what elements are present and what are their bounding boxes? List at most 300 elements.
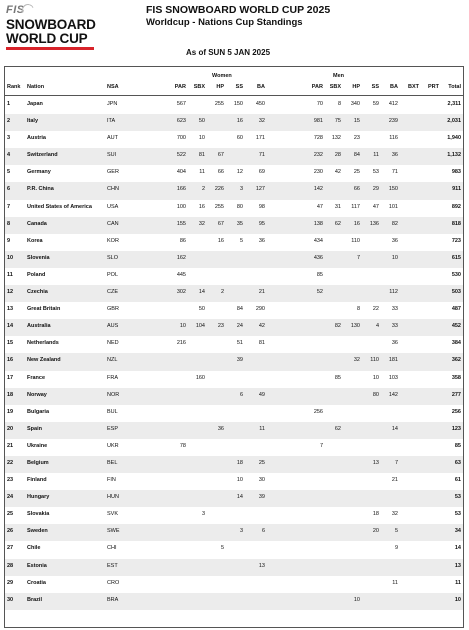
standings-table xyxy=(4,66,464,628)
cell-m-ss: 18 xyxy=(372,511,379,518)
cell-nsa: EST xyxy=(107,562,118,569)
cell-m-ba: 21 xyxy=(391,477,398,484)
cell-rank: 1 xyxy=(7,101,11,107)
cell-m-ss: 53 xyxy=(372,169,379,176)
cell-w-hp: 255 xyxy=(214,203,224,210)
fis-logo-mark xyxy=(6,4,96,18)
cell-m-ss: 136 xyxy=(369,220,379,227)
cell-m-ss: 110 xyxy=(370,357,379,364)
cell-nation: Austria xyxy=(27,135,46,142)
cell-m-sbx: 8 xyxy=(337,101,341,107)
cell-m-par: 47 xyxy=(316,203,323,210)
cell-m-par: 728 xyxy=(313,135,323,142)
cell-w-hp: 226 xyxy=(214,186,224,193)
cell-w-hp: 67 xyxy=(217,152,224,159)
header-divider xyxy=(5,95,463,96)
cell-w-sbx: 32 xyxy=(198,220,205,227)
cell-w-sbx: 2 xyxy=(201,186,205,193)
cell-rank: 14 xyxy=(7,323,14,330)
cell-nation: Ukraine xyxy=(27,442,48,449)
page-title: FIS SNOWBOARD WORLD CUP 2025 xyxy=(146,4,331,16)
cell-nation: Estonia xyxy=(27,562,47,569)
cell-nsa: KOR xyxy=(107,237,119,244)
cell-total: 1,132 xyxy=(447,152,461,159)
cell-w-ba: 42 xyxy=(258,323,265,330)
cell-w-ss: 18 xyxy=(236,459,243,466)
cell-rank: 23 xyxy=(7,477,14,484)
cell-m-par: 142 xyxy=(313,186,323,193)
cell-w-ba: 71 xyxy=(258,152,265,159)
cell-w-hp: 2 xyxy=(220,289,224,296)
cell-m-ba: 36 xyxy=(391,237,398,244)
table-row xyxy=(5,473,463,490)
cell-w-ba: 30 xyxy=(258,477,265,484)
cell-w-sbx: 50 xyxy=(198,306,205,313)
cell-nsa: SWE xyxy=(107,528,120,535)
cell-m-hp: 110 xyxy=(351,237,360,244)
cell-rank: 18 xyxy=(7,391,14,398)
col-header-m-par: PAR xyxy=(311,84,323,90)
cell-m-ba: 10 xyxy=(391,254,398,261)
cell-m-par: 85 xyxy=(316,271,323,278)
table-row xyxy=(5,336,463,353)
cell-w-par: 522 xyxy=(176,152,186,159)
table-row xyxy=(5,97,463,114)
table-row xyxy=(5,559,463,576)
cell-m-sbx: 85 xyxy=(334,374,341,381)
cell-w-sbx: 104 xyxy=(195,323,205,330)
cell-m-par: 232 xyxy=(313,152,323,159)
cell-w-ss: 80 xyxy=(236,203,243,210)
cell-total: 983 xyxy=(451,169,461,176)
cell-total: 34 xyxy=(454,528,461,535)
col-header-w-ba: BA xyxy=(257,84,265,90)
cell-total: 818 xyxy=(451,220,461,227)
cell-m-par: 7 xyxy=(319,442,323,449)
cell-m-par: 138 xyxy=(313,220,323,227)
cell-w-sbx: 16 xyxy=(198,203,205,210)
cell-w-ba: 11 xyxy=(259,425,265,432)
cell-rank: 17 xyxy=(7,374,14,381)
cell-m-ba: 33 xyxy=(391,306,398,313)
cell-m-ss: 10 xyxy=(372,374,379,381)
logo-worldcup-text: WORLD CUP xyxy=(6,31,88,46)
cell-total: 277 xyxy=(451,391,461,398)
cell-nsa: GBR xyxy=(107,306,119,313)
cell-m-par: 436 xyxy=(313,254,323,261)
cell-m-ss: 20 xyxy=(372,528,379,535)
cell-nation: Australia xyxy=(27,323,51,330)
cell-m-hp: 117 xyxy=(351,203,360,210)
cell-m-ba: 5 xyxy=(394,528,398,535)
cell-m-ba: 36 xyxy=(391,152,398,159)
cell-w-ss: 60 xyxy=(236,135,243,142)
table-row xyxy=(5,490,463,507)
col-header-nsa: NSA xyxy=(107,84,119,90)
cell-w-sbx: 14 xyxy=(198,289,205,296)
cell-rank: 12 xyxy=(7,289,14,296)
cell-rank: 28 xyxy=(7,562,14,569)
cell-rank: 11 xyxy=(7,271,13,278)
cell-m-ba: 33 xyxy=(391,323,398,330)
cell-w-ba: 13 xyxy=(258,562,265,569)
table-row xyxy=(5,200,463,217)
cell-nsa: ESP xyxy=(107,425,119,432)
table-row xyxy=(5,507,463,524)
as-of-date: As of SUN 5 JAN 2025 xyxy=(186,48,271,57)
cell-w-par: 10 xyxy=(179,323,186,330)
cell-w-hp: 67 xyxy=(217,220,224,227)
cell-nation: Bulgaria xyxy=(27,408,50,415)
cell-nation: Chile xyxy=(27,545,41,552)
cell-w-hp: 16 xyxy=(217,237,224,244)
cell-w-ba: 290 xyxy=(255,306,265,313)
cell-rank: 27 xyxy=(7,545,14,552)
cell-w-hp: 5 xyxy=(220,545,224,552)
cell-w-ss: 3 xyxy=(239,528,243,535)
cell-m-ss: 11 xyxy=(373,152,379,159)
cell-nsa: CRO xyxy=(107,579,120,586)
cell-m-ba: 142 xyxy=(388,391,398,398)
cell-rank: 2 xyxy=(7,118,11,125)
cell-total: 1,940 xyxy=(447,135,461,142)
table-row xyxy=(5,165,463,182)
cell-w-par: 302 xyxy=(176,289,186,296)
cell-m-sbx: 62 xyxy=(334,425,341,432)
cell-w-ss: 24 xyxy=(236,323,243,330)
cell-total: 452 xyxy=(451,323,461,330)
table-row xyxy=(5,251,463,268)
cell-w-ba: 69 xyxy=(258,169,265,176)
cell-m-ba: 7 xyxy=(394,459,398,466)
cell-rank: 9 xyxy=(7,237,11,244)
cell-w-sbx: 3 xyxy=(201,511,205,518)
cell-total: 13 xyxy=(454,562,461,569)
table-row xyxy=(5,148,463,165)
cell-total: 487 xyxy=(451,306,461,313)
table-row xyxy=(5,319,463,336)
cell-nation: Japan xyxy=(27,101,43,107)
cell-m-hp: 8 xyxy=(356,306,360,313)
cell-nation: United States of America xyxy=(27,203,92,210)
cell-nation: Korea xyxy=(27,237,43,244)
cell-rank: 30 xyxy=(7,596,14,603)
cell-nsa: NOR xyxy=(107,391,120,398)
cell-m-hp: 84 xyxy=(353,152,360,159)
col-header-m-sbx: SBX xyxy=(329,84,341,90)
cell-m-ss: 4 xyxy=(375,323,379,330)
cell-rank: 20 xyxy=(7,425,14,432)
cell-w-ss: 5 xyxy=(239,237,243,244)
table-row xyxy=(5,217,463,234)
cell-nation: Spain xyxy=(27,425,42,432)
col-header-prt: PRT xyxy=(428,84,439,90)
cell-m-sbx: 82 xyxy=(334,323,341,330)
cell-w-par: 100 xyxy=(176,203,186,210)
cell-m-hp: 66 xyxy=(353,186,360,193)
table-row xyxy=(5,114,463,131)
cell-rank: 25 xyxy=(7,511,14,518)
cell-m-hp: 16 xyxy=(353,220,360,227)
cell-nation: Slovenia xyxy=(27,254,50,261)
logo-red-bar xyxy=(6,47,94,50)
table-row xyxy=(5,524,463,541)
cell-rank: 19 xyxy=(7,408,14,415)
cell-rank: 13 xyxy=(7,306,14,313)
cell-m-hp: 15 xyxy=(353,118,360,125)
cell-m-ba: 71 xyxy=(391,169,398,176)
cell-m-ba: 14 xyxy=(391,425,398,432)
page-subtitle: Worldcup - Nations Cup Standings xyxy=(146,17,303,28)
cell-w-ba: 39 xyxy=(258,494,265,501)
cell-w-ss: 51 xyxy=(236,340,243,347)
cell-w-ba: 6 xyxy=(261,528,265,535)
cell-w-ss: 84 xyxy=(236,306,243,313)
col-header-rank: Rank xyxy=(7,84,21,90)
cell-total: 2,311 xyxy=(447,101,461,107)
cell-rank: 3 xyxy=(7,135,11,142)
table-row xyxy=(5,182,463,199)
cell-nsa: ITA xyxy=(107,118,116,125)
cell-m-sbx: 75 xyxy=(334,118,341,125)
cell-nsa: SLO xyxy=(107,254,119,261)
cell-nsa: UKR xyxy=(107,442,119,449)
cell-w-ss: 6 xyxy=(239,391,243,398)
cell-rank: 7 xyxy=(7,203,11,210)
table-row xyxy=(5,439,463,456)
cell-w-ss: 16 xyxy=(236,118,243,125)
cell-total: 2,031 xyxy=(447,118,461,125)
table-row xyxy=(5,405,463,422)
cell-nsa: CZE xyxy=(107,289,118,296)
cell-nation: Sweden xyxy=(27,528,48,535)
cell-w-par: 404 xyxy=(176,169,186,176)
cell-nsa: SUI xyxy=(107,152,117,159)
cell-total: 53 xyxy=(454,511,461,518)
cell-m-ba: 101 xyxy=(388,203,398,210)
cell-w-ba: 36 xyxy=(258,237,265,244)
table-row xyxy=(5,576,463,593)
col-header-w-sbx: SBX xyxy=(193,84,205,90)
col-header-m-hp: HP xyxy=(352,84,360,90)
col-header-w-ss: SS xyxy=(235,84,243,90)
cell-m-hp: 340 xyxy=(350,101,360,107)
cell-total: 10 xyxy=(454,596,461,603)
table-row xyxy=(5,593,463,610)
cell-rank: 5 xyxy=(7,169,11,176)
table-row xyxy=(5,353,463,370)
cell-total: 362 xyxy=(451,357,461,364)
cell-rank: 22 xyxy=(7,459,14,466)
cell-total: 615 xyxy=(451,254,461,261)
cell-w-ba: 95 xyxy=(258,220,265,227)
cell-nsa: JPN xyxy=(107,101,118,107)
cell-total: 63 xyxy=(454,459,461,466)
cell-w-sbx: 81 xyxy=(198,152,205,159)
cell-rank: 24 xyxy=(7,494,14,501)
cell-m-ba: 82 xyxy=(391,220,398,227)
col-header-nation: Nation xyxy=(27,84,45,90)
cell-nsa: GER xyxy=(107,169,119,176)
col-header-m-ss: SS xyxy=(371,84,379,90)
cell-m-ss: 47 xyxy=(372,203,379,210)
cell-nsa: NED xyxy=(107,340,119,347)
cell-nation: Netherlands xyxy=(27,340,59,347)
cell-w-par: 700 xyxy=(176,135,186,142)
cell-w-ss: 150 xyxy=(233,101,243,107)
cell-w-hp: 66 xyxy=(217,169,224,176)
cell-nsa: FIN xyxy=(107,477,116,484)
fis-snowboard-logo xyxy=(6,4,96,50)
cell-m-ba: 36 xyxy=(391,340,398,347)
cell-m-hp: 23 xyxy=(353,135,360,142)
cell-nation: Germany xyxy=(27,169,51,176)
cell-nsa: NZL xyxy=(107,357,118,364)
cell-total: 11 xyxy=(455,579,461,586)
cell-nation: Czechia xyxy=(27,289,48,296)
cell-nsa: AUT xyxy=(107,135,118,142)
col-header-m-ba: BA xyxy=(390,84,398,90)
table-row xyxy=(5,388,463,405)
cell-total: 53 xyxy=(454,494,461,501)
cell-m-ba: 11 xyxy=(392,579,398,586)
cell-nsa: CHN xyxy=(107,186,119,193)
cell-w-par: 86 xyxy=(179,237,186,244)
fis-text: FIS xyxy=(6,4,25,16)
cell-nation: Italy xyxy=(27,118,39,125)
cell-w-hp: 36 xyxy=(217,425,224,432)
cell-total: 384 xyxy=(451,340,461,347)
cell-total: 14 xyxy=(454,545,461,552)
cell-m-par: 70 xyxy=(316,101,323,107)
cell-w-ba: 49 xyxy=(258,391,265,398)
cell-m-hp: 7 xyxy=(356,254,360,261)
cell-total: 911 xyxy=(452,186,461,193)
table-row xyxy=(5,422,463,439)
cell-nsa: USA xyxy=(107,203,119,210)
cell-m-ba: 150 xyxy=(388,186,398,193)
cell-w-sbx: 11 xyxy=(199,169,205,176)
table-row xyxy=(5,268,463,285)
cell-w-ss: 3 xyxy=(239,186,243,193)
cell-m-ba: 9 xyxy=(394,545,398,552)
cell-w-ba: 450 xyxy=(255,101,265,107)
cell-w-sbx: 160 xyxy=(195,374,205,381)
cell-rank: 4 xyxy=(7,152,11,159)
cell-m-par: 230 xyxy=(313,169,323,176)
cell-m-hp: 32 xyxy=(353,357,360,364)
cell-w-sbx: 50 xyxy=(198,118,205,125)
cell-w-ba: 171 xyxy=(255,135,265,142)
cell-nsa: BUL xyxy=(107,408,118,415)
cell-m-ba: 112 xyxy=(389,289,398,296)
cell-w-sbx: 10 xyxy=(198,135,205,142)
cell-total: 61 xyxy=(454,477,461,484)
cell-total: 530 xyxy=(451,271,461,278)
cell-rank: 29 xyxy=(7,579,14,586)
cell-m-par: 52 xyxy=(316,289,323,296)
table-row xyxy=(5,371,463,388)
cell-m-ss: 29 xyxy=(372,186,379,193)
cell-total: 723 xyxy=(451,237,461,244)
cell-w-ba: 98 xyxy=(258,203,265,210)
cell-m-ba: 116 xyxy=(389,135,398,142)
cell-w-par: 445 xyxy=(176,271,186,278)
cell-w-ba: 81 xyxy=(258,340,265,347)
cell-total: 123 xyxy=(451,425,461,432)
cell-m-ba: 239 xyxy=(388,118,398,125)
logo-snowboard-text: SNOWBOARD xyxy=(6,17,96,32)
cell-m-sbx: 62 xyxy=(334,220,341,227)
cell-rank: 10 xyxy=(7,254,14,261)
cell-rank: 6 xyxy=(7,186,11,193)
cell-w-ba: 32 xyxy=(258,118,265,125)
col-header-total: Total xyxy=(448,84,461,90)
cell-w-ba: 127 xyxy=(255,186,265,193)
cell-m-sbx: 28 xyxy=(334,152,341,159)
col-header-w-par: PAR xyxy=(174,84,186,90)
cell-total: 256 xyxy=(451,408,461,415)
cell-nsa: FRA xyxy=(107,374,118,381)
cell-rank: 15 xyxy=(7,340,14,347)
cell-w-hp: 255 xyxy=(214,101,224,107)
table-row xyxy=(5,456,463,473)
cell-nation: Slovakia xyxy=(27,511,50,518)
cell-m-par: 434 xyxy=(313,237,323,244)
col-header-bxt: BXT xyxy=(408,84,419,90)
cell-m-ss: 59 xyxy=(372,101,379,107)
cell-w-par: 155 xyxy=(176,220,186,227)
cell-total: 85 xyxy=(454,442,461,449)
table-row xyxy=(5,234,463,251)
cell-nation: France xyxy=(27,374,46,381)
cell-nation: P.R. China xyxy=(27,186,54,193)
cell-w-ss: 14 xyxy=(236,494,243,501)
cell-w-ss: 10 xyxy=(236,477,243,484)
cell-m-ss: 22 xyxy=(372,306,379,313)
cell-w-par: 216 xyxy=(176,340,186,347)
cell-m-sbx: 42 xyxy=(334,169,341,176)
cell-rank: 21 xyxy=(7,442,14,449)
cell-m-hp: 10 xyxy=(353,596,360,603)
cell-w-ba: 25 xyxy=(258,459,265,466)
cell-nation: Norway xyxy=(27,391,47,398)
cell-rank: 8 xyxy=(7,220,11,227)
cell-w-par: 567 xyxy=(176,101,186,107)
cell-m-ss: 80 xyxy=(372,391,379,398)
group-men-header: Men xyxy=(333,73,344,79)
cell-m-sbx: 31 xyxy=(334,203,341,210)
cell-w-ss: 12 xyxy=(236,169,243,176)
cell-nsa: SVK xyxy=(107,511,119,518)
cell-nsa: CAN xyxy=(107,220,119,227)
cell-nsa: BRA xyxy=(107,596,119,603)
cell-m-ba: 181 xyxy=(388,357,398,364)
cell-nation: Hungary xyxy=(27,494,50,501)
table-row xyxy=(5,541,463,558)
cell-m-sbx: 132 xyxy=(331,135,341,142)
cell-nation: Poland xyxy=(27,271,46,278)
cell-rank: 16 xyxy=(7,357,14,364)
group-women-header: Women xyxy=(212,73,232,79)
cell-w-par: 78 xyxy=(179,442,186,449)
cell-m-ba: 32 xyxy=(391,511,398,518)
cell-nsa: BEL xyxy=(107,459,118,466)
cell-total: 892 xyxy=(451,203,461,210)
col-header-w-hp: HP xyxy=(216,84,224,90)
cell-w-ba: 21 xyxy=(258,289,265,296)
cell-nsa: HUN xyxy=(107,494,119,501)
